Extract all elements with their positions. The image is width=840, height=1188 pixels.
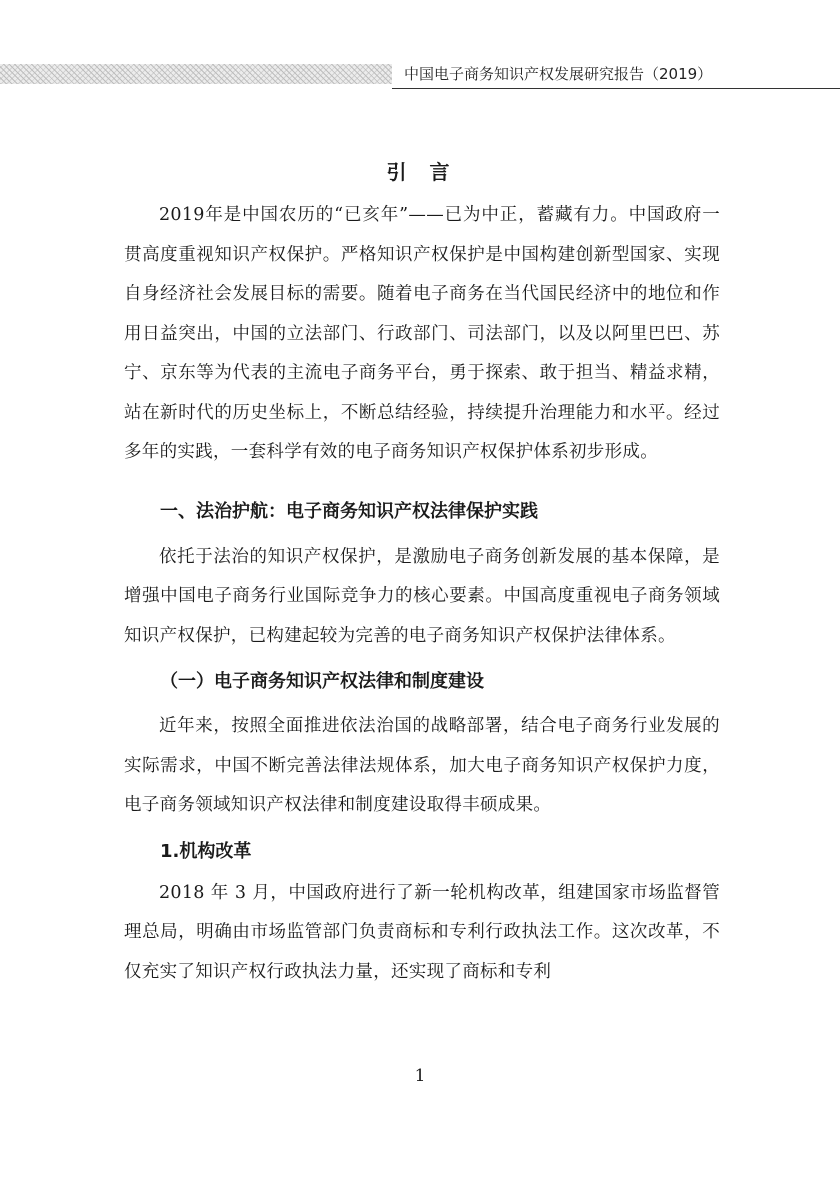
item-1-paragraph: 2018 年 3 月，中国政府进行了新一轮机构改革，组建国家市场监督管理总局，明确由市场监管部门负责商标和专利行政执法工作。这次改革，不仅充实了知识产权行政执法力量，还实现了商标和专利 <box>124 882 720 982</box>
page-title: 引 言 <box>386 160 458 184</box>
page-number: 1 <box>414 1066 426 1086</box>
item-heading-1: 1.机构改革 <box>160 840 252 862</box>
running-header-title: 中国电子商务知识产权发展研究报告（2019） <box>404 65 713 83</box>
document-body <box>124 150 720 992</box>
section-1-paragraph: 依托于法治的知识产权保护，是激励电子商务创新发展的基本保障，是增强中国电子商务行业国际竞争力的核心要素。中国高度重视电子商务领域知识产权保护，已构建起较为完善的电子商务知识产权保护法律体系。 <box>124 546 720 646</box>
subsection-heading-1: （一）电子商务知识产权法律和制度建设 <box>160 671 484 692</box>
header-decorative-pattern <box>0 64 392 84</box>
intro-paragraph: 2019年是中国农历的“已亥年”——已为中正，蓄藏有力。中国政府一贯高度重视知识产权保护。严格知识产权保护是中国构建创新型国家、实现自身经济社会发展目标的需要。随着电子商务在当代国民经济中的地位和作用日益突出，中国的立法部门、行政部门、司法部门，以及以阿里巴巴、苏宁、京东等为代表的主流电子商务平台，勇于探索、敢于担当、精益求精，站在新时代的历史坐标上，不断总结经验，持续提升治理能力和水平。经过多年的实践，一套科学有效的电子商务知识产权保护体系初步形成。 <box>124 205 720 462</box>
subsection-1-paragraph: 近年来，按照全面推进依法治国的战略部署，结合电子商务行业发展的实际需求，中国不断完善法律法规体系，加大电子商务知识产权保护力度，电子商务领域知识产权法律和制度建设取得丰硕成果。 <box>124 716 720 815</box>
header-divider <box>392 88 840 89</box>
section-heading-1: 一、法治护航：电子商务知识产权法律保护实践 <box>160 500 538 522</box>
